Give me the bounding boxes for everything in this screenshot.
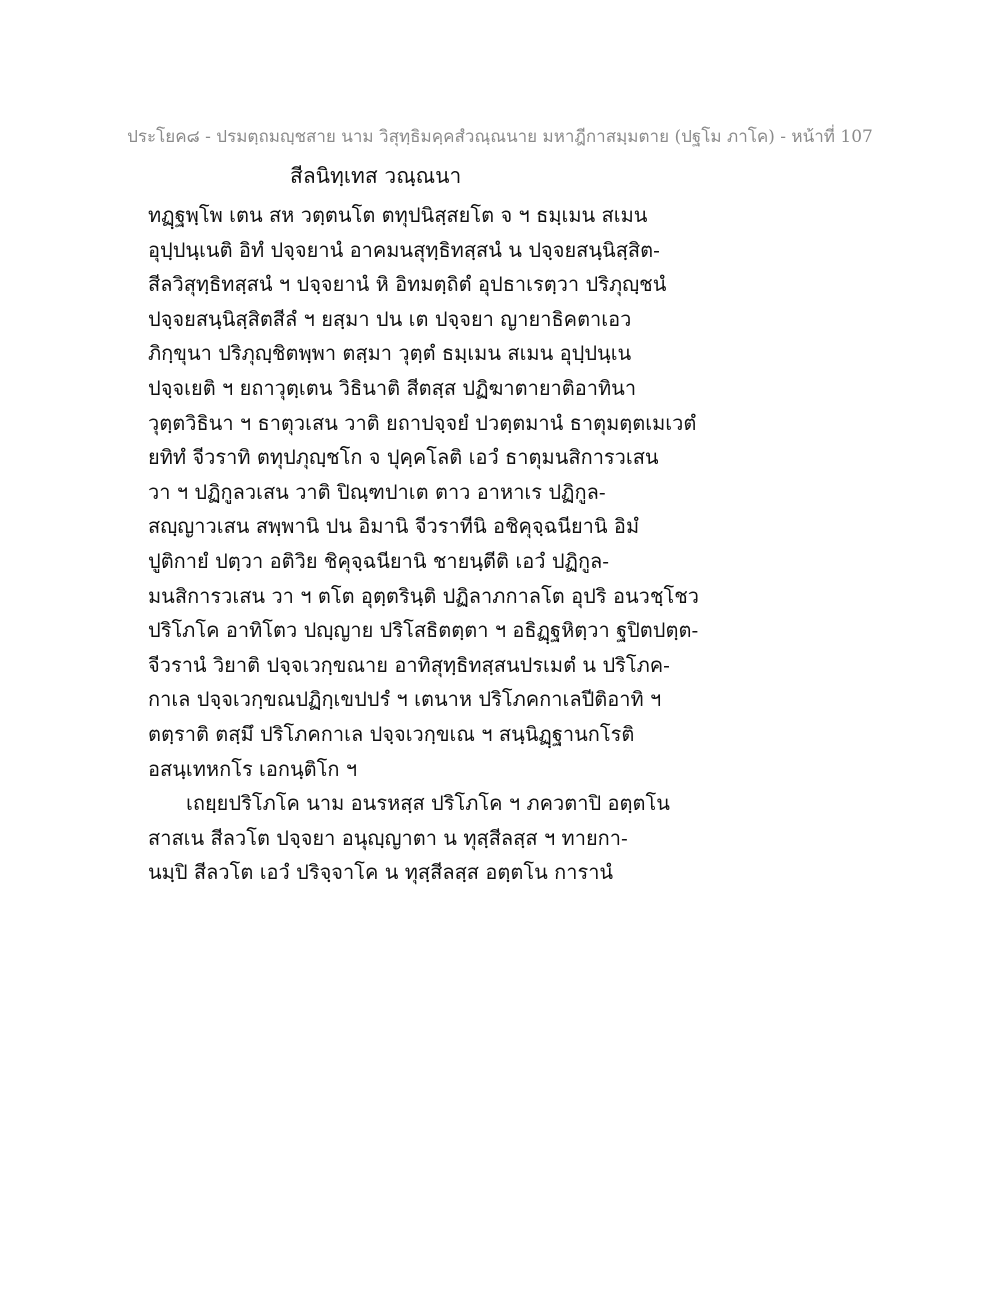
running-header: ประโยค๘ - ปรมตฺถมญฺชสาย นาม วิสุทฺธิมคฺคสํวณฺณนาย มหาฎีกาสมฺมตาย (ปฐโม ภาโค) - หน้าที่ 107 xyxy=(127,127,873,147)
text-line: วุตฺตวิธินา ฯ ธาตุวเสน วาติ ยถาปจฺจยํ ปวตฺตมานํ ธาตุมตฺตเมเวตํ xyxy=(148,410,697,435)
text-line: นมฺปิ สีลวโต เอวํ ปริจฺจาโค น ทุสฺสีลสฺส อตฺตโน การานํ xyxy=(148,860,614,885)
text-line: มนสิการวเสน วา ฯ ตโต อุตฺตรินฺติ ปฏิลาภกาลโต อุปริ อนวชฺโชว xyxy=(148,583,699,608)
text-line: สาสเน สีลวโต ปจฺจยา อนุญฺญาตา น ทุสฺสีลสฺส ฯ ทายกา- xyxy=(148,825,628,850)
body-text xyxy=(148,198,868,890)
section-title: สีลนิทฺเทส วณฺณนา xyxy=(290,164,462,188)
text-line: ภิกฺขุนา ปริภุญฺชิตพฺพา ตสฺมา วุตฺตํ ธมฺเมน สเมน อุปฺปนฺเน xyxy=(148,341,632,366)
text-line: ปริโภโค อาทิโตว ปญฺญาย ปริโสธิตตฺตา ฯ อธิฏฺฐหิตฺวา ฐปิตปตฺต- xyxy=(148,618,699,643)
text-line: สีลวิสุทฺธิทสฺสนํ ฯ ปจฺจยานํ หิ อิทมตฺถิตํ อุปธาเรตฺวา ปริภุญฺชนํ xyxy=(148,272,667,297)
text-line: สญฺญาวเสน สพฺพานิ ปน อิมานิ จีวราทีนิ อชิคุจฺฉนียานิ อิมํ xyxy=(148,514,640,539)
text-line: ทฏฺฐพฺโพ เตน สห วตฺตนโต ตทุปนิสฺสยโต จ ฯ ธมฺเมน สเมน xyxy=(148,203,648,227)
text-line: ยทิทํ จีวราทิ ตทุปภุญฺชโก จ ปุคฺคโลติ เอวํ ธาตุมนสิการวเสน xyxy=(148,445,659,470)
text-line: อสนฺเทหกโร เอกนฺติโก ฯ xyxy=(148,756,358,781)
text-line: วา ฯ ปฏิกูลวเสน วาติ ปิณฺฑปาเต ตาว อาหาเร ปฏิกูล- xyxy=(148,479,606,504)
text-line: ปูติกายํ ปตฺวา อติวิย ชิคุจฺฉนียานิ ชายนฺตีติ เอวํ ปฏิกูล- xyxy=(148,548,610,573)
text-line: อุปฺปนฺเนติ อิทํ ปจฺจยานํ อาคมนสุทฺธิทสฺสนํ น ปจฺจยสนฺนิสฺสิต- xyxy=(148,237,660,262)
text-line: ปจฺจเยติ ฯ ยถาวุตฺเตน วิธินาติ สีตสฺส ปฏิฆาตายาติอาทินา xyxy=(148,375,637,400)
text-line: จีวรานํ วิยาติ ปจฺจเวกฺขณาย อาทิสุทฺธิทสฺสนปรเมตํ น ปริโภค- xyxy=(148,652,670,677)
text-line: กาเล ปจฺจเวกฺขณปฏิกฺเขปปรํ ฯ เตนาห ปริโภคกาเลปีติอาทิ ฯ xyxy=(148,687,662,712)
text-line: ปจฺจยสนฺนิสฺสิตสีลํ ฯ ยสฺมา ปน เต ปจฺจยา ญายาธิคตาเอว xyxy=(148,306,632,331)
paragraph-start-line: เถยฺยปริโภโค นาม อนรหสฺส ปริโภโค ฯ ภควตาปิ อตฺตโน xyxy=(186,791,670,816)
text-line: ตตฺราติ ตสฺมึ ปริโภคกาเล ปจฺจเวกฺขเณ ฯ สนฺนิฏฺฐานกโรติ xyxy=(148,721,635,746)
